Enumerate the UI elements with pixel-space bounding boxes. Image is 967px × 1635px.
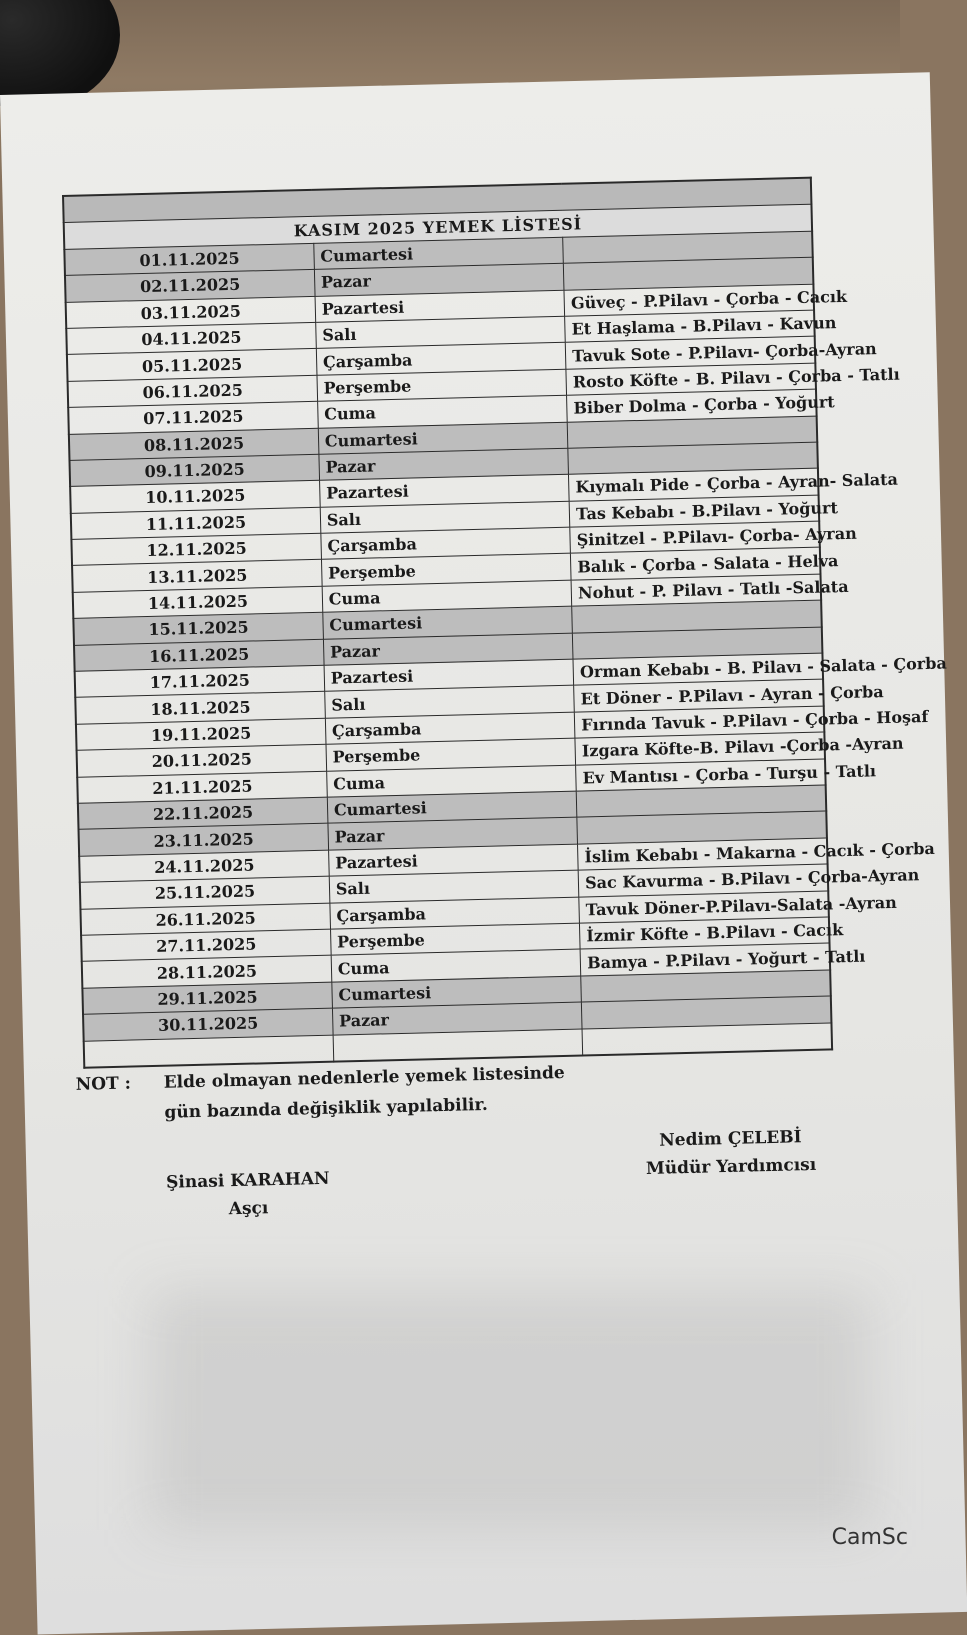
- date-cell: 12.11.2025: [71, 533, 321, 565]
- day-cell: Pazar: [323, 633, 573, 665]
- date-cell: 21.11.2025: [77, 771, 327, 803]
- day-cell: Perşembe: [326, 738, 576, 770]
- menu-table: [62, 177, 947, 1069]
- empty-cell: [582, 1022, 832, 1055]
- day-cell: Cumartesi: [318, 422, 568, 454]
- day-cell: Pazartesi: [319, 475, 569, 507]
- date-cell: 06.11.2025: [68, 375, 318, 407]
- date-cell: 08.11.2025: [69, 428, 319, 460]
- day-cell: Cuma: [317, 395, 567, 427]
- date-cell: 28.11.2025: [82, 955, 332, 987]
- date-cell: 22.11.2025: [78, 797, 328, 829]
- vice-principal-name: Nedim ÇELEBİ: [659, 1127, 802, 1151]
- menu-cell: İzmir Köfte - B.Pilavı - Cacık: [580, 917, 830, 949]
- day-cell: Pazartesi: [324, 659, 574, 691]
- day-cell: Cuma: [322, 580, 572, 612]
- menu-cell: Et Haşlama - B.Pilavı - Kavun: [565, 310, 815, 342]
- date-cell: 19.11.2025: [76, 718, 326, 750]
- day-cell: Pazar: [328, 817, 578, 849]
- menu-document: [62, 177, 947, 1255]
- day-cell: Çarşamba: [330, 897, 580, 929]
- date-cell: 16.11.2025: [74, 639, 324, 671]
- day-cell: Pazartesi: [328, 844, 578, 876]
- note-label: NOT :: [75, 1073, 132, 1095]
- date-cell: 24.11.2025: [79, 850, 329, 882]
- day-cell: Perşembe: [330, 923, 580, 955]
- date-cell: 25.11.2025: [80, 876, 330, 908]
- day-cell: Cuma: [331, 949, 581, 981]
- table-title: KASIM 2025 YEMEK LİSTESİ: [64, 205, 812, 250]
- menu-cell: Orman Kebabı - B. Pilavı - Salata - Çorba: [573, 653, 823, 685]
- day-cell: Cuma: [326, 765, 576, 797]
- day-cell: Salı: [320, 501, 570, 533]
- day-cell: Cumartesi: [323, 606, 573, 638]
- day-cell: Çarşamba: [321, 527, 571, 559]
- day-cell: Cumartesi: [314, 237, 564, 269]
- day-cell: Salı: [316, 316, 566, 348]
- menu-cell: Bamya - P.Pilavı - Yoğurt - Tatlı: [580, 943, 830, 975]
- vice-principal-role: Müdür Yardımcısı: [645, 1154, 817, 1179]
- day-cell: Salı: [329, 870, 579, 902]
- date-cell: 02.11.2025: [65, 270, 315, 302]
- date-cell: 15.11.2025: [73, 613, 323, 645]
- note-line-1: Elde olmayan nedenlerle yemek listesinde: [163, 1062, 565, 1093]
- signature-vice-principal: [645, 1127, 817, 1187]
- menu-cell: Şinitzel - P.Pilavı- Çorba- Ayran: [570, 521, 820, 553]
- menu-cell: Tavuk Döner-P.Pilavı-Salata -Ayran: [579, 891, 829, 923]
- day-cell: Cumartesi: [327, 791, 577, 823]
- scanner-watermark: CamSc: [831, 1525, 908, 1550]
- signature-cook: [166, 1169, 331, 1229]
- menu-cell: Tas Kebabı - B.Pilavı - Yoğurt: [569, 495, 819, 527]
- menu-cell: Et Döner - P.Pilavı - Ayran - Çorba: [574, 679, 824, 711]
- day-cell: Pazartesi: [315, 290, 565, 322]
- day-cell: Perşembe: [317, 369, 567, 401]
- date-cell: 03.11.2025: [66, 296, 316, 328]
- date-cell: 20.11.2025: [77, 744, 327, 776]
- date-cell: 26.11.2025: [80, 903, 330, 935]
- date-cell: 01.11.2025: [64, 243, 314, 275]
- menu-cell: Tavuk Sote - P.Pilavı- Çorba-Ayran: [565, 336, 815, 368]
- menu-cell: Balık - Çorba - Salata - Helva: [571, 548, 821, 580]
- day-cell: Cumartesi: [332, 976, 582, 1008]
- date-cell: 17.11.2025: [75, 665, 325, 697]
- date-cell: 30.11.2025: [83, 1008, 333, 1040]
- date-cell: 14.11.2025: [73, 586, 323, 618]
- menu-cell: İslim Kebabı - Makarna - Cacık - Çorba: [578, 838, 828, 870]
- date-cell: 10.11.2025: [70, 481, 320, 513]
- day-cell: Pazar: [319, 448, 569, 480]
- date-cell: 05.11.2025: [67, 349, 317, 381]
- day-cell: Salı: [325, 686, 575, 718]
- menu-cell: Nohut - P. Pilavı - Tatlı -Salata: [571, 574, 821, 606]
- date-cell: 18.11.2025: [75, 692, 325, 724]
- empty-cell: [84, 1035, 334, 1068]
- menu-cell: Ev Mantısı - Çorba - Turşu - Tatlı: [576, 759, 826, 791]
- day-cell: Perşembe: [321, 554, 571, 586]
- date-cell: 23.11.2025: [79, 824, 329, 856]
- date-cell: 07.11.2025: [68, 401, 318, 433]
- date-cell: 09.11.2025: [69, 454, 319, 486]
- menu-cell: Biber Dolma - Çorba - Yoğurt: [567, 389, 817, 421]
- day-cell: Pazar: [314, 263, 564, 295]
- menu-cell: Güveç - P.Pilavı - Çorba - Cacık: [564, 284, 814, 316]
- menu-cell: Rosto Köfte - B. Pilavı - Çorba - Tatlı: [566, 363, 816, 395]
- note-section: [75, 1056, 837, 1254]
- empty-cell: [333, 1029, 583, 1062]
- day-cell: Pazar: [332, 1002, 582, 1034]
- day-cell: Çarşamba: [325, 712, 575, 744]
- hand-shadow: [150, 1290, 870, 1530]
- cook-role: Aşçı: [228, 1198, 269, 1220]
- menu-cell: Kıymalı Pide - Çorba - Ayran- Salata: [569, 468, 819, 500]
- day-cell: Çarşamba: [316, 343, 566, 375]
- date-cell: 11.11.2025: [71, 507, 321, 539]
- menu-cell: Izgara Köfte-B. Pilavı -Çorba -Ayran: [575, 732, 825, 764]
- date-cell: 29.11.2025: [82, 982, 332, 1014]
- note-line-2: gün bazında değişiklik yapılabilir.: [164, 1094, 489, 1123]
- cook-name: Şinasi KARAHAN: [165, 1168, 330, 1193]
- menu-cell: Sac Kavurma - B.Pilavı - Çorba-Ayran: [578, 864, 828, 896]
- date-cell: 13.11.2025: [72, 560, 322, 592]
- date-cell: 27.11.2025: [81, 929, 331, 961]
- menu-cell: Fırında Tavuk - P.Pilavı - Çorba - Hoşaf: [574, 706, 824, 738]
- date-cell: 04.11.2025: [66, 322, 316, 354]
